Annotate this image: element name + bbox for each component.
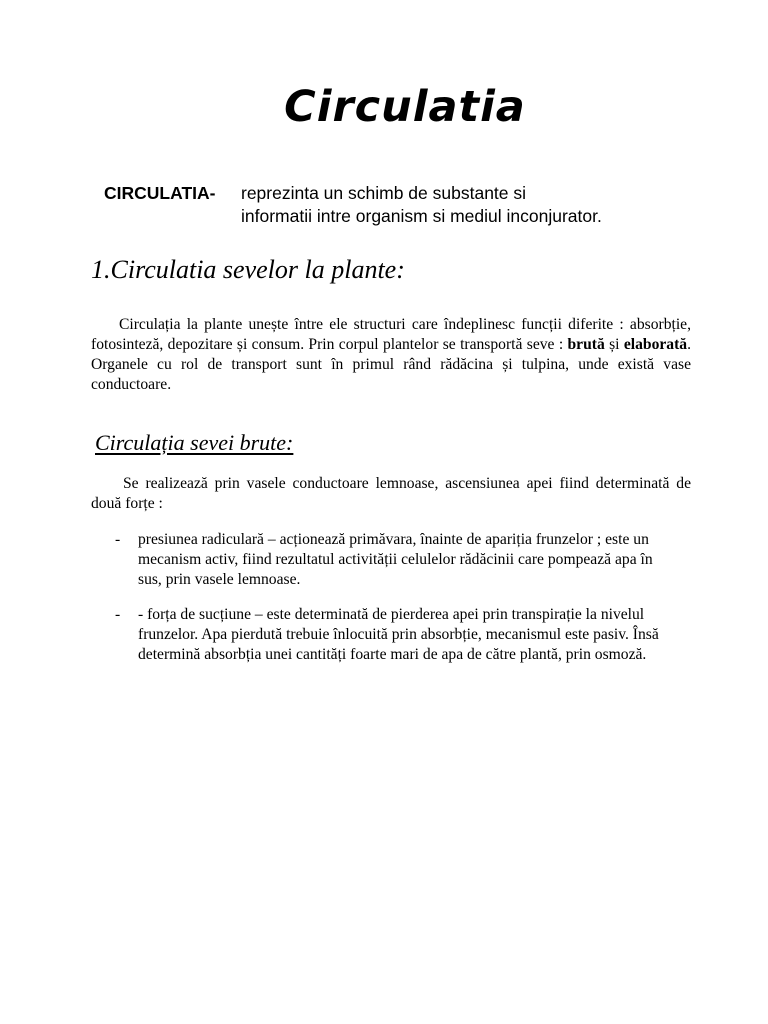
list-item-text: presiunea radiculară – acționează primăvara, înainte de apariția frunzelor ; este un mecanism activ, fiind rezultatul activității celulelor rădăcinii care pompează apa în sus, prin vasele lemnoase. [138, 531, 653, 588]
list-item [115, 530, 675, 590]
definition-line-2: informatii intre organism si mediul inconjurator. [241, 206, 602, 226]
bold-term-bruta: brută [567, 336, 605, 353]
list-item-text: - forța de sucțiune – este determinată de pierderea apei prin transpirație la nivelul frunzelor. Apa pierdută trebuie înlocuită prin absorbție, mecanismul este pasiv. Însă determină absorbția unei cantități foarte mari de apa de către plantă, prin osmoză. [138, 606, 659, 663]
raw-sap-intro: Se realizează prin vasele conductoare lemnoase, ascensiunea apei fiind determinată de două forțe : [91, 475, 691, 512]
list-dash: - [115, 606, 121, 623]
document-title: Circulatia [284, 82, 526, 132]
bold-term-elaborata: elaborată [623, 336, 688, 353]
section-heading-plants: 1.Circulatia sevelor la plante: [91, 255, 405, 284]
list-dash: - [115, 531, 121, 548]
plants-paragraph-text-2: și [604, 336, 624, 353]
list-item [115, 605, 675, 665]
definition-term: CIRCULATIA- [104, 183, 216, 203]
plants-paragraph-text-1: Circulația la plante unește între ele structuri care îndeplinesc funcții diferite : absorbție, fotosinteză, depozitare și consum. Prin corpul plantelor se transportă seve : [91, 316, 691, 353]
plants-paragraph [91, 315, 691, 395]
plants-paragraph-text-3: . Organele cu rol de transport sunt în primul rând rădăcina și tulpina, unde există vase conductoare. [91, 336, 691, 393]
section-heading-raw-sap: Circulația sevei brute: [95, 430, 294, 455]
definition-line-1: reprezinta un schimb de substante si [241, 183, 527, 203]
